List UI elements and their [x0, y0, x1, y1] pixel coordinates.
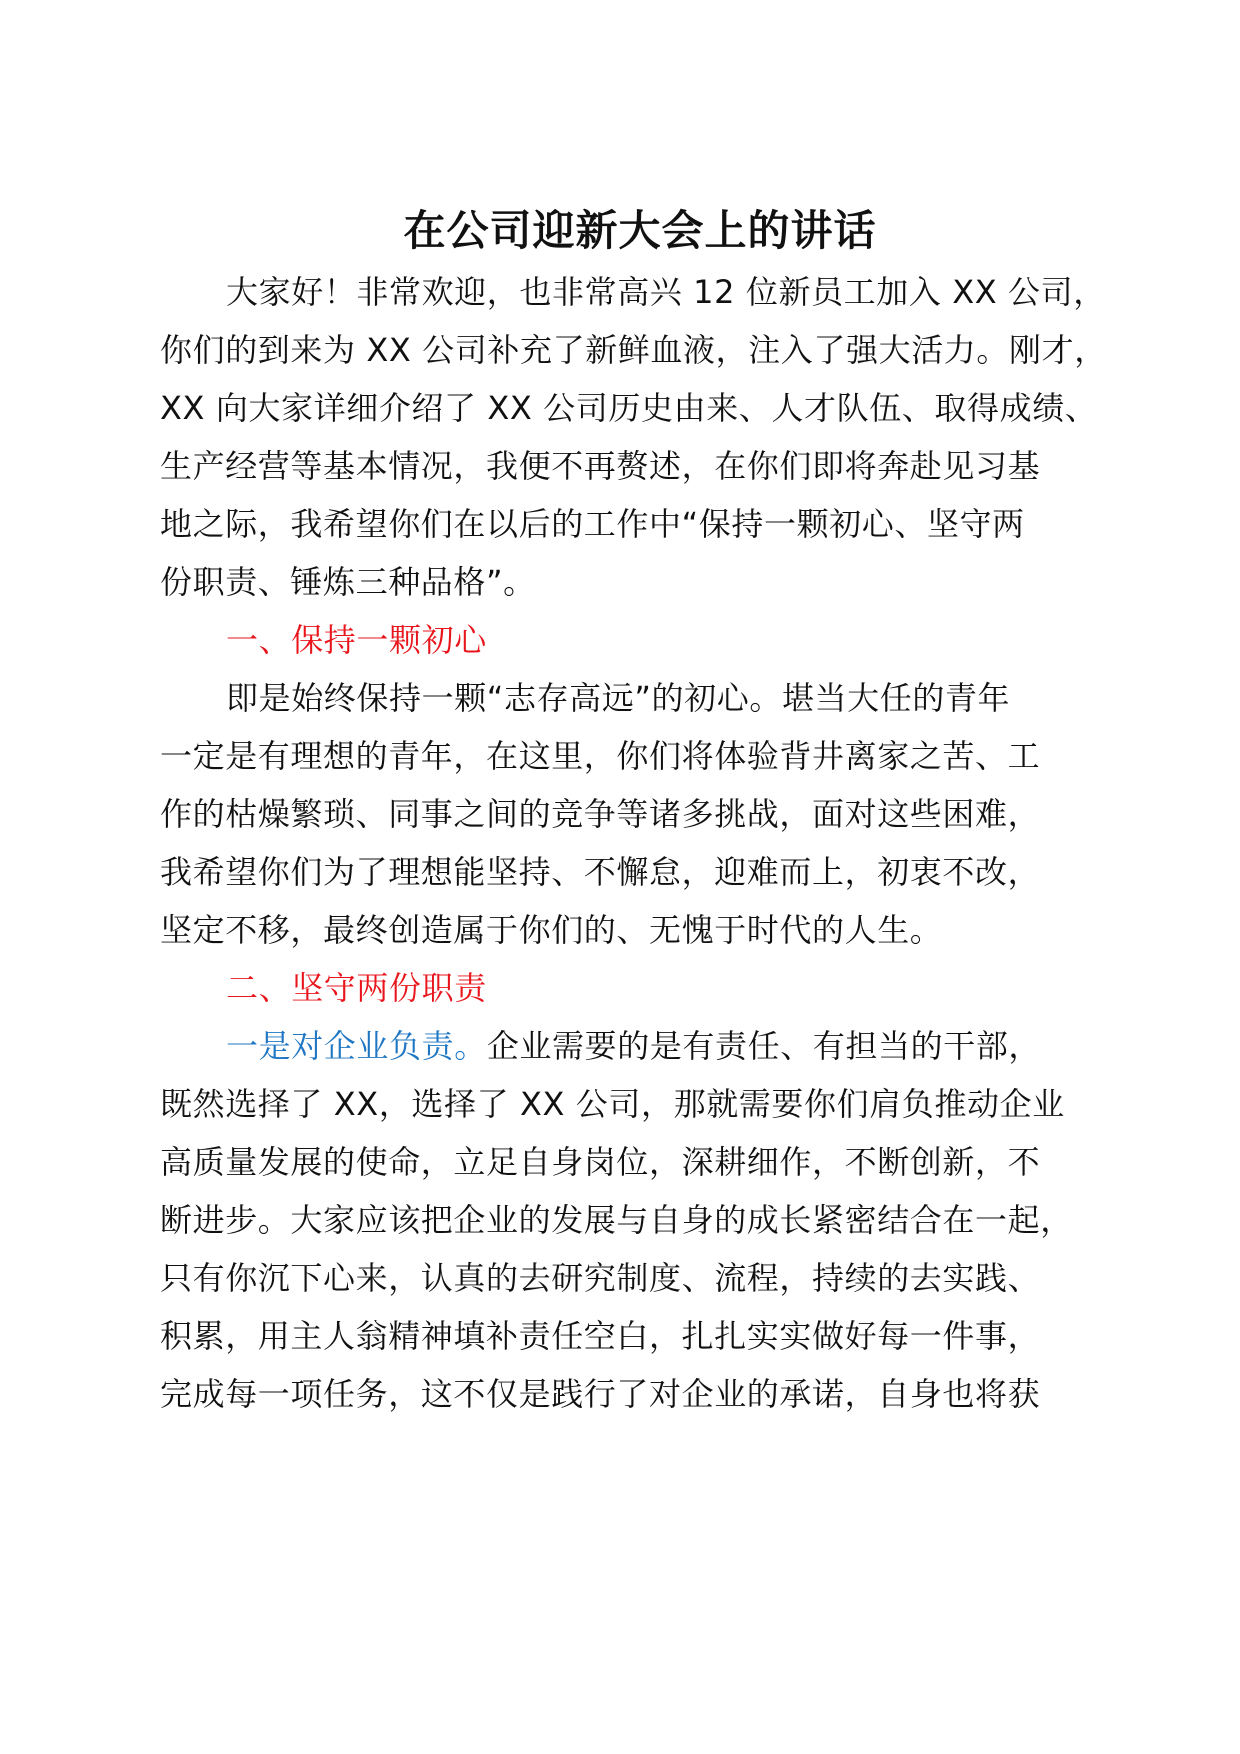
section-2-line-6: 积累，用主人翁精神填补责任空白，扎扎实实做好每一件事， [160, 1317, 1041, 1355]
section-2-line-5: 只有你沉下心来，认真的去研究制度、流程，持续的去实践、 [160, 1259, 1041, 1297]
section-1-line-4: 我希望你们为了理想能坚持、不懈怠，迎难而上，初衷不改， [160, 853, 1041, 891]
intro-line-2: 你们的到来为 XX 公司补充了新鲜血液，注入了强大活力。刚才， [160, 331, 1107, 369]
section-2-line-4: 断进步。大家应该把企业的发展与自身的成长紧密结合在一起， [160, 1201, 1073, 1239]
section-2-line-2: 既然选择了 XX，选择了 XX 公司，那就需要你们肩负推动企业 [160, 1085, 1065, 1123]
section-2-line-1-text: 企业需要的是有责任、有担当的干部， [486, 1027, 1042, 1065]
section-2-line-1 [226, 1026, 1041, 1066]
intro-line-1: 大家好！非常欢迎，也非常高兴 12 位新员工加入 XX 公司， [226, 273, 1106, 311]
section-1-line-2: 一定是有理想的青年，在这里，你们将体验背井离家之苦、工 [160, 737, 1041, 775]
section-2-line-7: 完成每一项任务，这不仅是践行了对企业的承诺，自身也将获 [160, 1375, 1041, 1413]
section-1-heading: 一、保持一颗初心 [226, 621, 487, 659]
document-title: 在公司迎新大会上的讲话 [403, 206, 877, 255]
section-2-heading: 二、坚守两份职责 [226, 969, 487, 1007]
section-2-subheading: 一是对企业负责。 [226, 1027, 487, 1065]
section-2-line-3: 高质量发展的使命，立足自身岗位，深耕细作，不断创新，不 [160, 1143, 1041, 1181]
intro-line-5: 地之际，我希望你们在以后的工作中“保持一颗初心、坚守两 [160, 505, 1025, 543]
section-1-line-3: 作的枯燥繁琐、同事之间的竞争等诸多挑战，面对这些困难， [160, 795, 1041, 833]
intro-line-4: 生产经营等基本情况，我便不再赘述，在你们即将奔赴见习基 [160, 447, 1041, 485]
intro-line-6: 份职责、锤炼三种品格”。 [160, 563, 536, 601]
section-1-line-1: 即是始终保持一颗“志存高远”的初心。堪当大任的青年 [226, 679, 1011, 717]
section-1-line-5: 坚定不移，最终创造属于你们的、无愧于时代的人生。 [160, 911, 943, 949]
intro-line-3: XX 向大家详细介绍了 XX 公司历史由来、人才队伍、取得成绩、 [160, 389, 1098, 427]
